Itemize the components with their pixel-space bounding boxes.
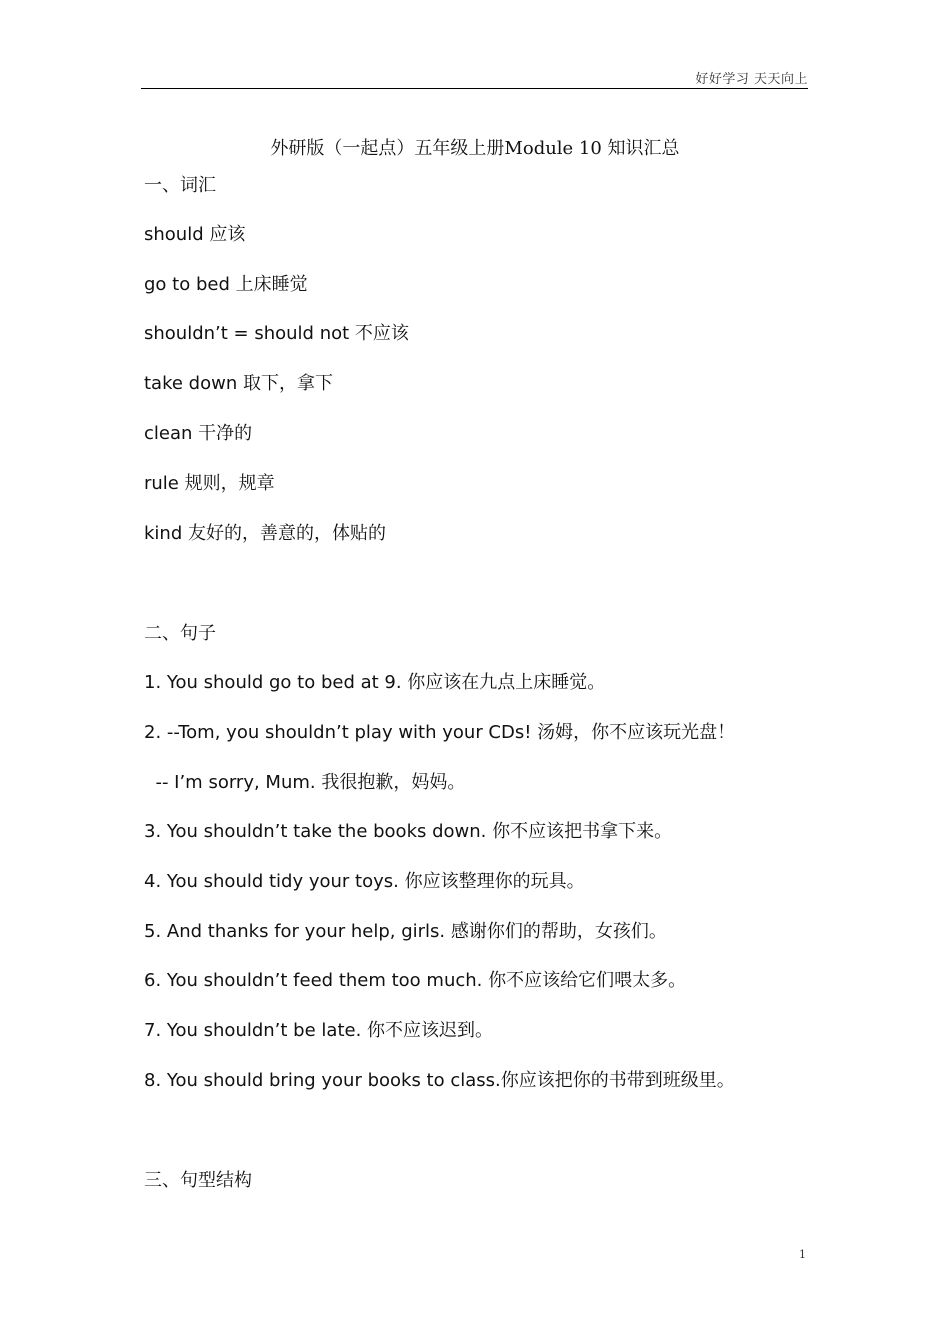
vocab-item: take down 取下，拿下 (144, 373, 333, 394)
section-heading: 一、词汇 (144, 175, 216, 196)
document-title: 外研版（一起点）五年级上册Module 10 知识汇总 (270, 138, 680, 159)
sentence-item: 8. You should bring your books to class.你应该把你的书带到班级里。 (144, 1070, 735, 1091)
vocab-item: rule 规则，规章 (144, 473, 275, 494)
header-slogan: 好好学习 天天向上 (695, 72, 808, 87)
sentence-item: 4. You should tidy your toys. 你应该整理你的玩具。 (144, 871, 585, 892)
sentence-item: -- I’m sorry, Mum. 我很抱歉，妈妈。 (144, 772, 466, 793)
vocab-item: shouldn’t = should not 不应该 (144, 323, 409, 344)
sentence-item: 1. You should go to bed at 9. 你应该在九点上床睡觉。 (144, 672, 606, 693)
vocab-item: clean 干净的 (144, 423, 253, 444)
header-divider (141, 88, 808, 89)
page-number: 1 (799, 1248, 806, 1261)
vocab-item: should 应该 (144, 224, 246, 245)
sentence-item: 2. --Tom, you shouldn’t play with your CDs! 汤姆，你不应该玩光盘！ (144, 722, 736, 743)
sentence-item: 5. And thanks for your help, girls. 感谢你们的帮助，女孩们。 (144, 921, 667, 942)
sentence-item: 3. You shouldn’t take the books down. 你不应该把书拿下来。 (144, 821, 673, 842)
section-heading: 三、句型结构 (144, 1170, 252, 1191)
sentence-item: 7. You shouldn’t be late. 你不应该迟到。 (144, 1020, 494, 1041)
vocab-item: kind 友好的，善意的，体贴的 (144, 523, 386, 544)
vocab-item: go to bed 上床睡觉 (144, 274, 308, 295)
sentence-item: 6. You shouldn’t feed them too much. 你不应该给它们喂太多。 (144, 970, 687, 991)
section-heading: 二、句子 (144, 623, 216, 644)
